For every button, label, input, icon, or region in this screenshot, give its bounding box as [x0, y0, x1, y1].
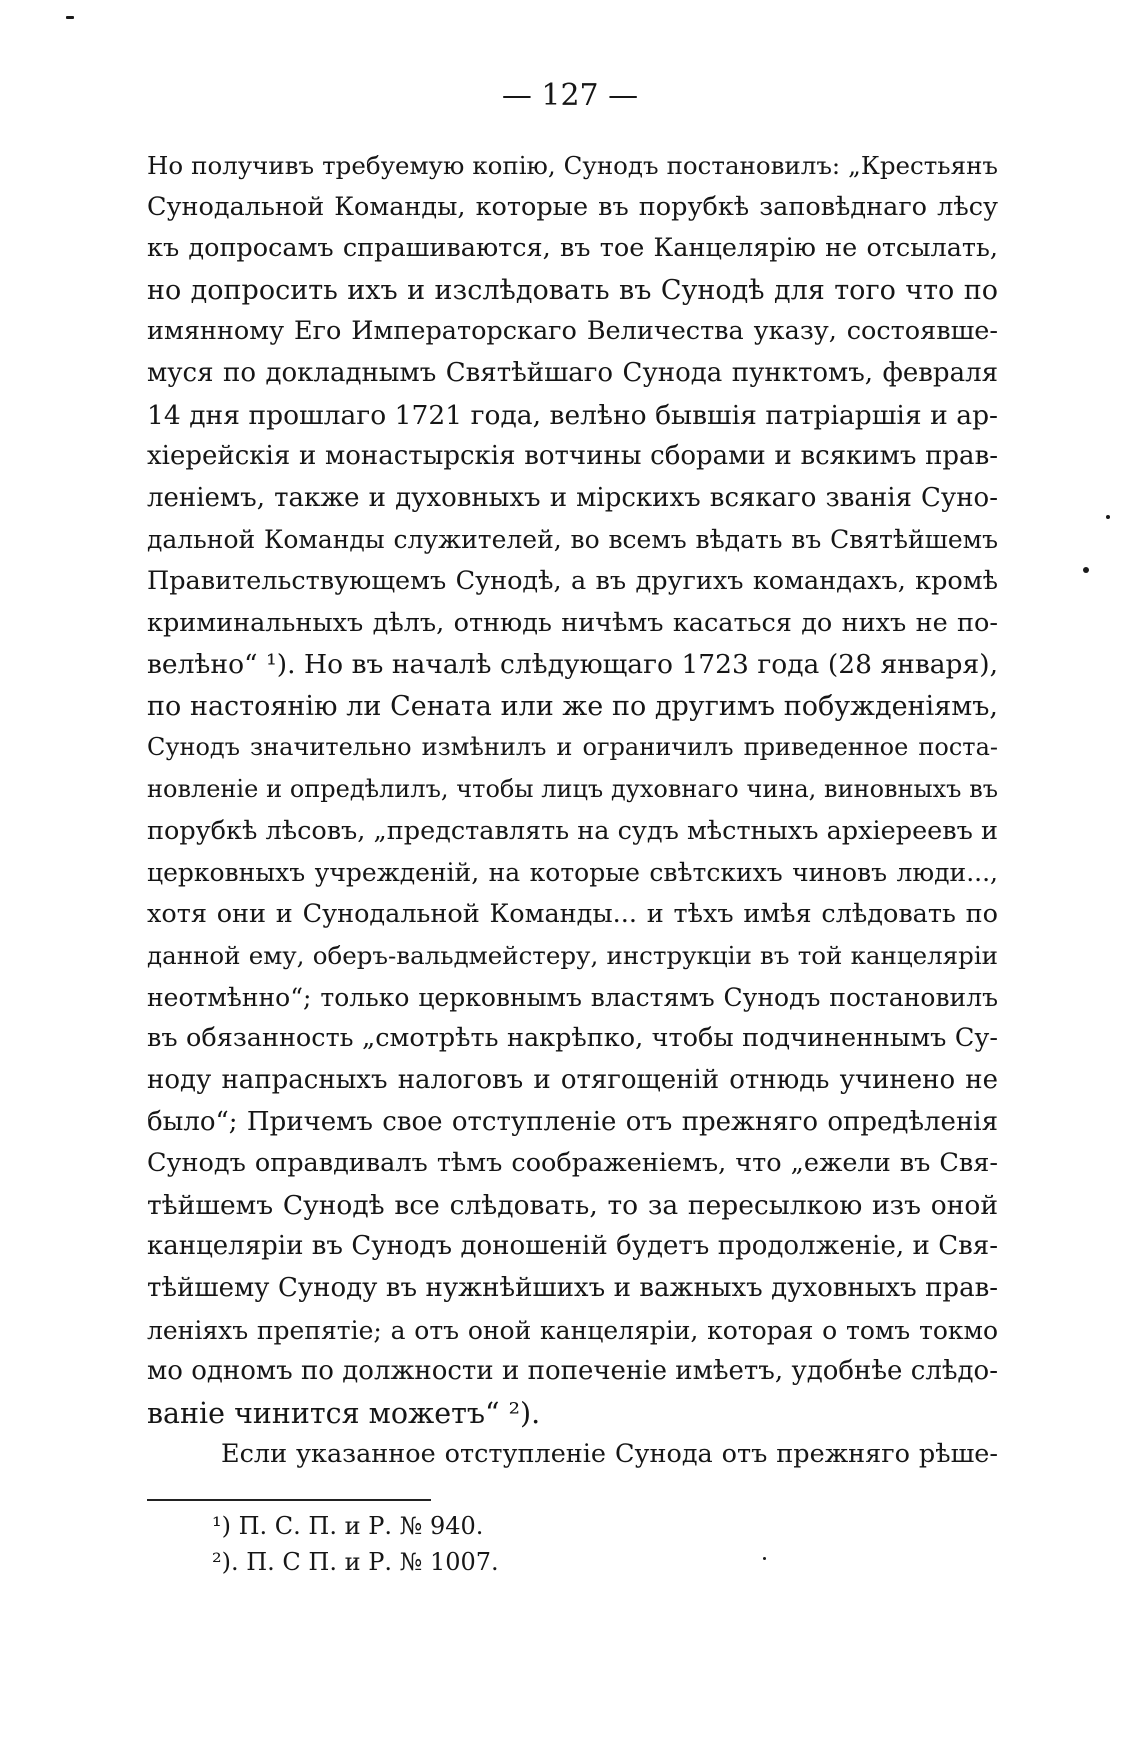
- text-line: леніемъ, также и духовныхъ и мірскихъ всякаго званія Суно-: [147, 482, 998, 513]
- text-line: порубкѣ лѣсовъ, „представлять на судъ мѣстныхъ архіереевъ и: [147, 815, 998, 846]
- text-line: было“; Причемъ свое отступленіе отъ прежняго опредѣленія: [147, 1106, 998, 1137]
- text-line: ноду напрасныхъ налоговъ и отягощеній отнюдь учинено не: [147, 1065, 998, 1096]
- text-line: хотя они и Сунодальной Команды... и тѣхъ имѣя слѣдовать по: [147, 898, 998, 929]
- body-text: [147, 145, 998, 1476]
- scan-speck: [763, 1557, 766, 1560]
- footnotes: [212, 1508, 499, 1580]
- text-line: данной ему, оберъ-вальдмейстеру, инструкціи въ той канцеляріи: [147, 941, 998, 971]
- text-line: Правительствующемъ Сунодѣ, а въ другихъ командахъ, кромѣ: [147, 565, 998, 596]
- page-number: — 127 —: [501, 78, 639, 113]
- text-line: тѣйшемъ Сунодѣ все слѣдовать, то за пересылкою изъ оной: [147, 1189, 998, 1221]
- text-line: новленіе и опредѣлилъ, чтобы лицъ духовнаго чина, виновныхъ въ: [147, 774, 998, 803]
- footnote-1: ¹) П. С. П. и Р. № 940.: [212, 1512, 484, 1540]
- text-line: велѣно“ ¹). Но въ началѣ слѣдующаго 1723 года (28 января),: [147, 649, 998, 681]
- text-line: Сунодъ значительно измѣнилъ и ограничилъ приведенное поста-: [147, 733, 998, 762]
- text-line: криминальныхъ дѣлъ, отнюдь ничѣмъ касаться до нихъ не по-: [147, 607, 998, 638]
- text-line: муся по докладнымъ Святѣйшаго Сунода пунктомъ, февраля: [147, 357, 998, 388]
- text-line: мо одномъ по должности и попеченіе имѣетъ, удобнѣе слѣдо-: [147, 1356, 998, 1387]
- text-line: имянному Его Императорскаго Величества указу, состоявше-: [147, 316, 998, 347]
- text-line: по настоянію ли Сената или же по другимъ побужденіямъ,: [147, 690, 998, 722]
- text-line: Сунодъ оправдивалъ тѣмъ соображеніемъ, что „ежели въ Свя-: [147, 1148, 998, 1179]
- text-line: тѣйшему Суноду въ нужнѣйшихъ и важныхъ духовныхъ прав-: [147, 1273, 998, 1304]
- text-line: дальной Команды служителей, во всемъ вѣдать въ Святѣйшемъ: [147, 525, 998, 555]
- paragraph-start-line: Если указанное отступленіе Сунода отъ прежняго рѣше-: [221, 1439, 998, 1470]
- text-line: канцеляріи въ Сунодъ доношеній будетъ продолженіе, и Свя-: [147, 1231, 998, 1262]
- text-line: но допросить ихъ и изслѣдовать въ Сунодѣ для того что по: [147, 274, 998, 306]
- footnote-2: ²). П. С П. и Р. № 1007.: [212, 1548, 499, 1576]
- text-line: въ обязанность „смотрѣть накрѣпко, чтобы подчиненнымъ Су-: [147, 1023, 998, 1054]
- text-line: неотмѣнно“; только церковнымъ властямъ Сунодъ постановилъ: [147, 982, 998, 1012]
- text-line: Но получивъ требуемую копію, Сунодъ постановилъ: „Крестьянъ: [147, 151, 998, 180]
- text-line: церковныхъ учрежденій, на которые свѣтскихъ чиновъ люди...,: [147, 858, 998, 888]
- scan-speck: [66, 16, 74, 19]
- text-line: хіерейскія и монастырскія вотчины сборами и всякимъ прав-: [147, 441, 998, 472]
- text-line: къ допросамъ спрашиваются, въ тое Канцелярію не отсылать,: [147, 233, 998, 264]
- footnote-divider: [147, 1499, 431, 1501]
- text-line: Сунодальной Команды, которые въ порубкѣ заповѣднаго лѣсу: [147, 191, 998, 222]
- text-line: леніяхъ препятіе; а отъ оной канцеляріи, которая о томъ токмо: [147, 1315, 998, 1345]
- text-line: 14 дня прошлаго 1721 года, велѣно бывшія патріаршія и ар-: [147, 399, 998, 431]
- paragraph-end-line: ваніе чинится можетъ“ ²).: [147, 1396, 541, 1430]
- scan-speck: [1106, 515, 1110, 519]
- scan-speck: [1083, 567, 1089, 573]
